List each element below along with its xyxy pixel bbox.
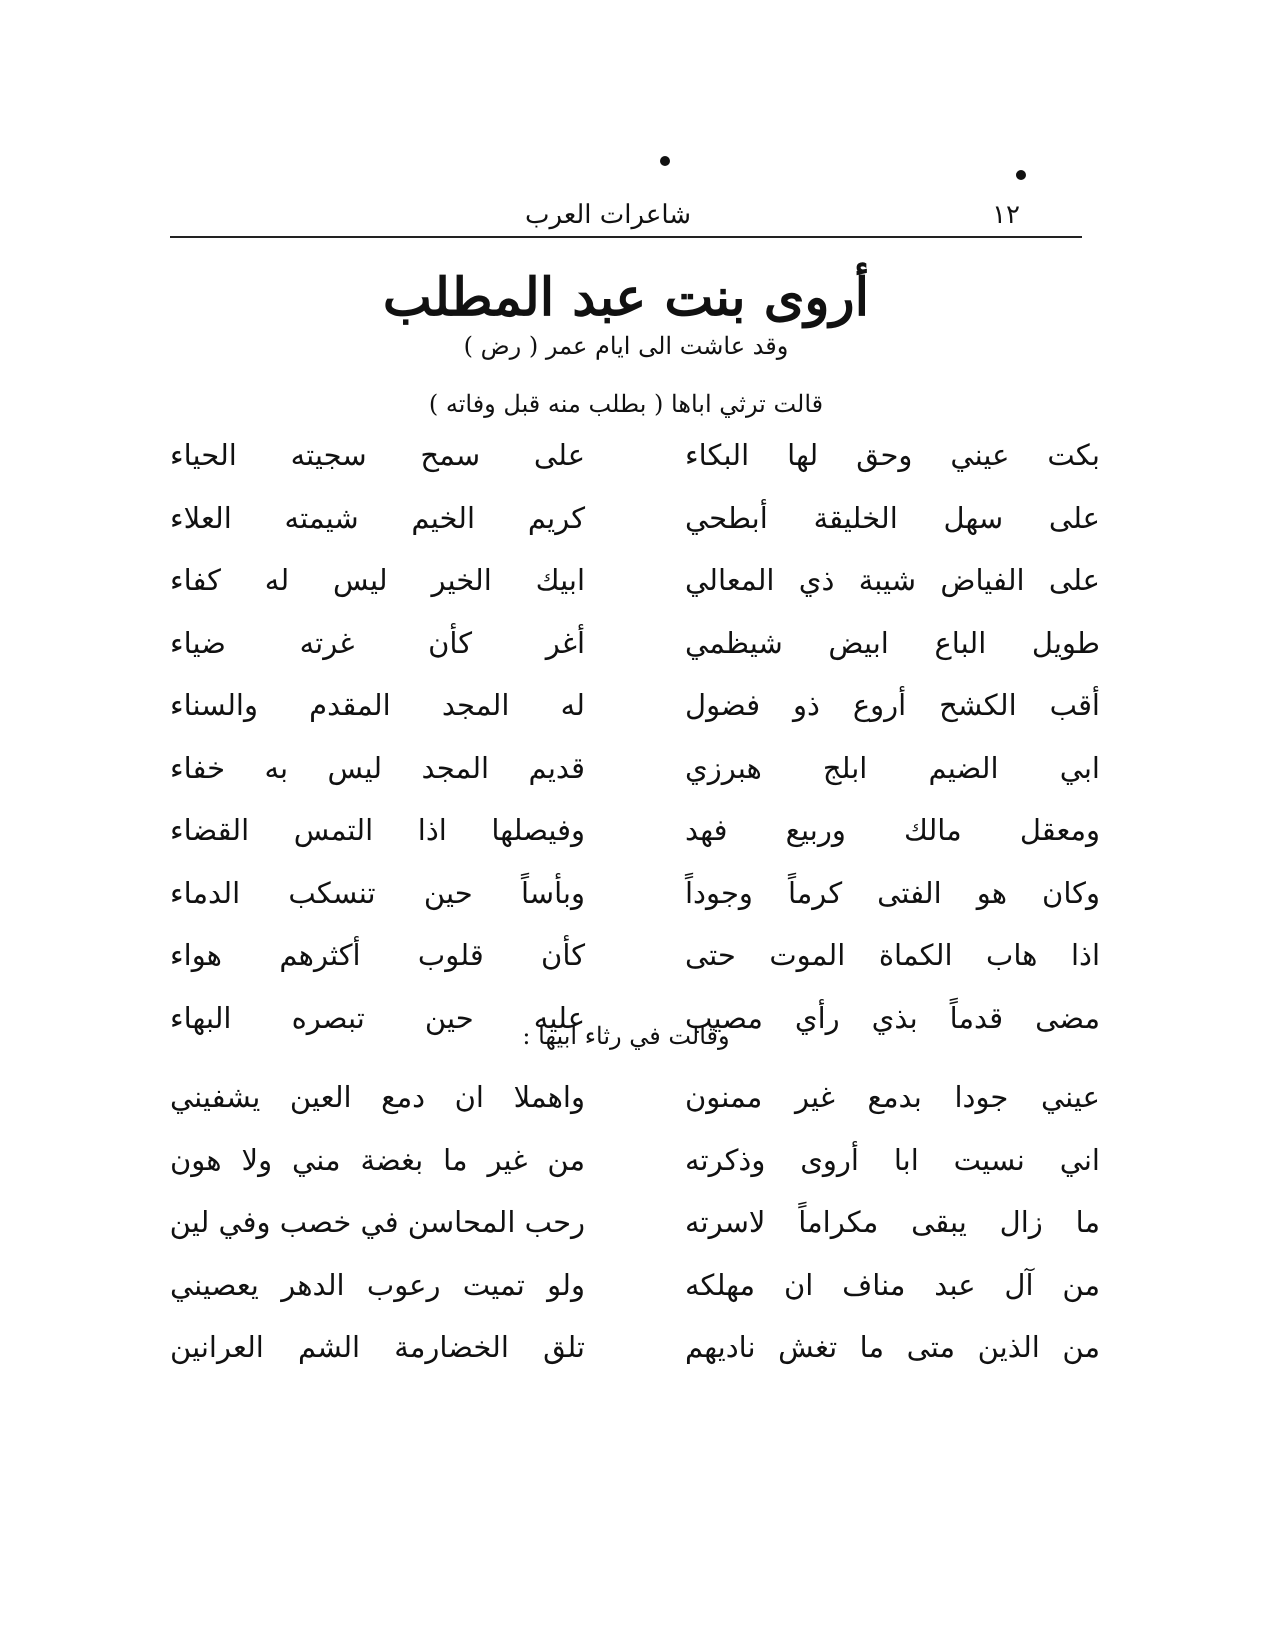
verse-first-hemistich: اذا هاب الكماة الموت حتى [685,938,1100,972]
verse [170,1143,1100,1206]
verse [170,626,1100,689]
verse-second-hemistich: ابيك الخير ليس له كفاء [170,563,585,597]
verse [170,751,1100,814]
verse-second-hemistich: قديم المجد ليس به خفاء [170,750,585,785]
verse [170,1268,1100,1331]
verse-second-hemistich: عليه حين تبصره البهاء [170,1000,585,1035]
header-rule [170,236,1082,238]
verse-second-hemistich: له المجد المقدم والسناء [170,688,585,722]
verse-second-hemistich: وبأساً حين تنسكب الدماء [170,875,585,910]
ink-mark [660,156,670,166]
verse [170,688,1100,751]
verse [170,938,1100,1001]
verse-second-hemistich: أغر كأن غرته ضياء [170,625,585,660]
page-number: ١٢ [992,200,1020,230]
verse-second-hemistich: من غير ما بغضة مني ولا هون [170,1142,585,1177]
verse-first-hemistich: من آل عبد مناف ان مهلكه [685,1267,1100,1302]
verse-first-hemistich: ومعقل مالك وربيع فهد [685,813,1100,847]
verse-first-hemistich: وكان هو الفتى كرماً وجوداً [685,875,1100,910]
verse-first-hemistich: عيني جودا بدمع غير ممنون [685,1080,1100,1114]
ink-mark [1016,170,1026,180]
verse-first-hemistich: طويل الباع ابيض شيظمي [685,625,1100,660]
verse-second-hemistich: رحب المحاسن في خصب وفي لين [169,1205,585,1239]
verse [170,1080,1100,1143]
verse-first-hemistich: ما زال يبقى مكراماً لاسرته [685,1205,1100,1239]
verse-first-hemistich: أقب الكشح أروع ذو فضول [685,688,1100,722]
verse-first-hemistich: اني نسيت ابا أروى وذكرته [685,1142,1100,1177]
verse-second-hemistich: ولو تميت رعوب الدهر يعصيني [170,1267,585,1302]
verse-first-hemistich: على الفياض شيبة ذي المعالي [685,563,1100,597]
verse [170,501,1100,564]
verse-first-hemistich: على سهل الخليقة أبطحي [685,500,1100,535]
poem-two [170,1080,1100,1393]
verse [170,1330,1100,1393]
verse-second-hemistich: كأن قلوب أكثرهم هواء [170,938,585,972]
subtitle: وقد عاشت الى ايام عمر ( رض ) [463,332,789,360]
verse-second-hemistich: على سمح سجيته الحياء [170,438,585,472]
verse [170,1205,1100,1268]
verse-second-hemistich: واهملا ان دمع العين يشفيني [170,1080,585,1114]
verse [170,563,1100,626]
verse [170,876,1100,939]
verse-second-hemistich: كريم الخيم شيمته العلاء [170,500,585,535]
section-heading: وقالت في رثاء ابيها : [522,1022,730,1050]
running-title: شاعرات العرب [525,200,692,230]
verse [170,438,1100,501]
verse-first-hemistich: مضى قدماً بذي رأي مصيب [685,1000,1100,1035]
page-title: أروى بنت عبد المطلب [382,267,870,328]
poem-intro: قالت ترثي اباها ( بطلب منه قبل وفاته ) [428,390,824,418]
running-header [170,190,1080,230]
verse-first-hemistich: من الذين متى ما تغش ناديهم [685,1330,1100,1364]
verse [170,813,1100,876]
verse-first-hemistich: ابي الضيم ابلج هبرزي [685,750,1100,785]
poem-one [170,438,1100,1063]
verse-second-hemistich: تلق الخضارمة الشم العرانين [170,1330,585,1364]
verse-first-hemistich: بكت عيني وحق لها البكاء [685,438,1100,472]
verse-second-hemistich: وفيصلها اذا التمس القضاء [170,813,585,847]
